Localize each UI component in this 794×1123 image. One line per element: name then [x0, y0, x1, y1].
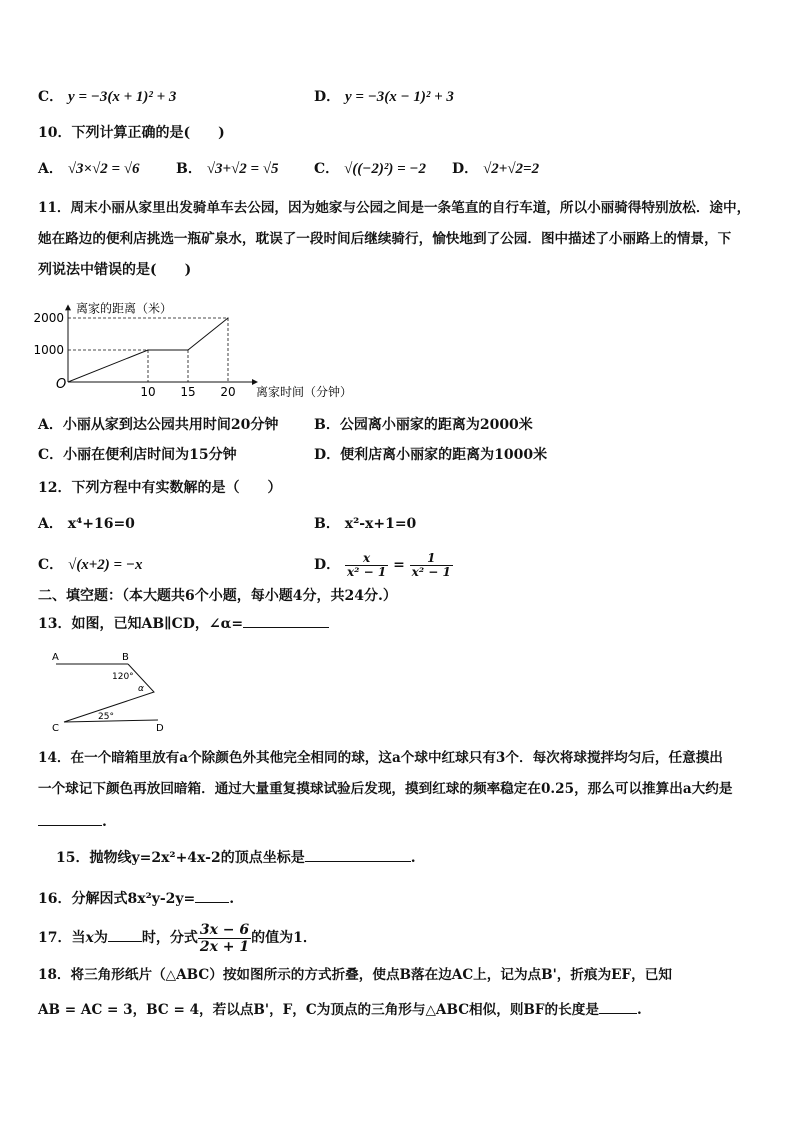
q11-option-c: C．小丽在便利店时间为15分钟	[38, 447, 237, 463]
q13-label-alpha: α	[138, 684, 144, 694]
q15-stem: 15．抛物线y=2x²+4x-2的顶点坐标是 .	[56, 847, 416, 867]
y-tick-2000: 2000	[33, 311, 64, 325]
q12-option-b: B． x²-x+1=0	[314, 516, 417, 532]
q9-option-c-expr: y = −3(x + 1)² + 3	[68, 89, 177, 105]
q13-stem: 13．如图，已知AB∥CD，∠α=	[38, 613, 329, 633]
q10-option-c-expr: √((−2)²) = −2	[344, 161, 426, 177]
section-fill-blank-heading: 二、填空题：（本大题共6个小题，每小题4分，共24分.）	[38, 588, 397, 604]
y-axis-label: 离家的距离（米）	[76, 301, 173, 316]
q17-stem: 17．当x为 时，分式 $\frac{3x - 6}{2x + 1}$ 的值为1．	[38, 921, 317, 955]
q13-parallel-lines-figure	[44, 648, 174, 734]
q15-answer-blank	[305, 847, 411, 862]
q12-option-a: A． x⁴+16=0	[38, 516, 135, 532]
q14-answer-blank	[38, 811, 102, 826]
q18-stem-line2: AB = AC = 3，BC = 4，若以点B'，F，C为顶点的三角形与△ABC相似，则BF的长度是 .	[38, 999, 642, 1019]
q13-label-120: 120°	[112, 672, 134, 682]
q16-answer-blank	[195, 888, 229, 903]
q9-option-c: C． y = −3(x + 1)² + 3	[38, 89, 177, 105]
q14-stem-line1: 14．在一个暗箱里放有a个除颜色外其他完全相同的球，这a个球中红球只有3个．每次将球搅拌均匀后，任意摸出	[38, 750, 723, 766]
q10-option-c: C． √((−2)²) = −2	[314, 161, 426, 177]
q13-label-25: 25°	[98, 712, 114, 722]
q10-option-a: A． √3×√2 = √6	[38, 161, 140, 177]
q13-label-a: A	[52, 652, 59, 663]
q10-option-d: D． √2+√2=2	[452, 161, 540, 177]
q12-option-d-frac2: $\frac{1}{\text{x² − 1}}$	[411, 550, 451, 579]
x-axis-label: 离家时间（分钟）	[256, 385, 353, 399]
q13-label-b: B	[122, 652, 129, 663]
q12-option-c-expr: √(x+2) = −x	[68, 557, 143, 573]
q11-option-a: A．小丽从家到达公园共用时间20分钟	[38, 417, 279, 433]
y-axis-arrow	[65, 304, 71, 310]
q12-stem: 12．下列方程中有实数解的是（ ）	[38, 480, 282, 496]
q10-option-d-expr: √2+√2=2	[483, 161, 540, 177]
q12-option-a-expr: x⁴+16=0	[67, 516, 135, 532]
q12-option-d: D． $\frac{x}{\text{x² − 1}}$ = $\frac{1}{\text{x² − 1}}$	[314, 550, 451, 579]
q12-option-b-expr: x²-x+1=0	[344, 516, 417, 532]
x-tick-15: 15	[180, 385, 196, 399]
q13-answer-blank	[243, 613, 329, 628]
q10-option-b: B． √3+√2 = √5	[176, 161, 279, 177]
q11-distance-time-chart	[33, 286, 353, 406]
q17-fraction: $\frac{3x - 6}{2x + 1}$	[199, 921, 250, 955]
q18-answer-blank	[599, 999, 637, 1014]
q9-option-d-expr: y = −3(x − 1)² + 3	[345, 89, 454, 105]
q16-stem: 16．分解因式8x²y-2y= .	[38, 888, 234, 908]
q12-option-d-frac1: $\frac{x}{\text{x² − 1}}$	[347, 550, 387, 579]
q10-option-a-expr: √3×√2 = √6	[67, 161, 140, 177]
q17-answer-blank	[108, 927, 142, 942]
origin-label: O	[56, 377, 67, 392]
q13-label-c: C	[52, 723, 59, 734]
q10-stem: 10．下列计算正确的是( )	[38, 125, 225, 141]
q10-option-b-expr: √3+√2 = √5	[206, 161, 279, 177]
q11-option-b: B．公园离小丽家的距离为2000米	[314, 417, 533, 433]
q11-stem-line3: 列说法中错误的是( )	[38, 262, 192, 278]
y-tick-1000: 1000	[33, 343, 64, 357]
x-tick-10: 10	[140, 385, 156, 399]
q11-stem-line1: 11．周末小丽从家里出发骑单车去公园，因为她家与公园之间是一条笔直的自行车道，所以小丽骑得特别放松．途中，	[38, 200, 751, 216]
q9-option-d: D． y = −3(x − 1)² + 3	[314, 89, 454, 105]
q18-stem-line1: 18．将三角形纸片（△ABC）按如图所示的方式折叠，使点B落在边AC上，记为点B'，折痕为EF，已知	[38, 967, 672, 983]
q13-label-d: D	[156, 723, 164, 734]
q14-stem-line3: .	[38, 811, 107, 831]
q14-stem-line2: 一个球记下颜色再放回暗箱．通过大量重复摸球试验后发现，摸到红球的频率稳定在0.25，那么可以推算出a大约是	[38, 781, 733, 797]
x-tick-20: 20	[220, 385, 236, 399]
q11-option-d: D．便利店离小丽家的距离为1000米	[314, 447, 548, 463]
q11-stem-line2: 她在路边的便利店挑选一瓶矿泉水，耽误了一段时间后继续骑行，愉快地到了公园．图中描述了小丽路上的情景，下	[38, 231, 732, 247]
q12-option-c: C． √(x+2) = −x	[38, 557, 143, 573]
